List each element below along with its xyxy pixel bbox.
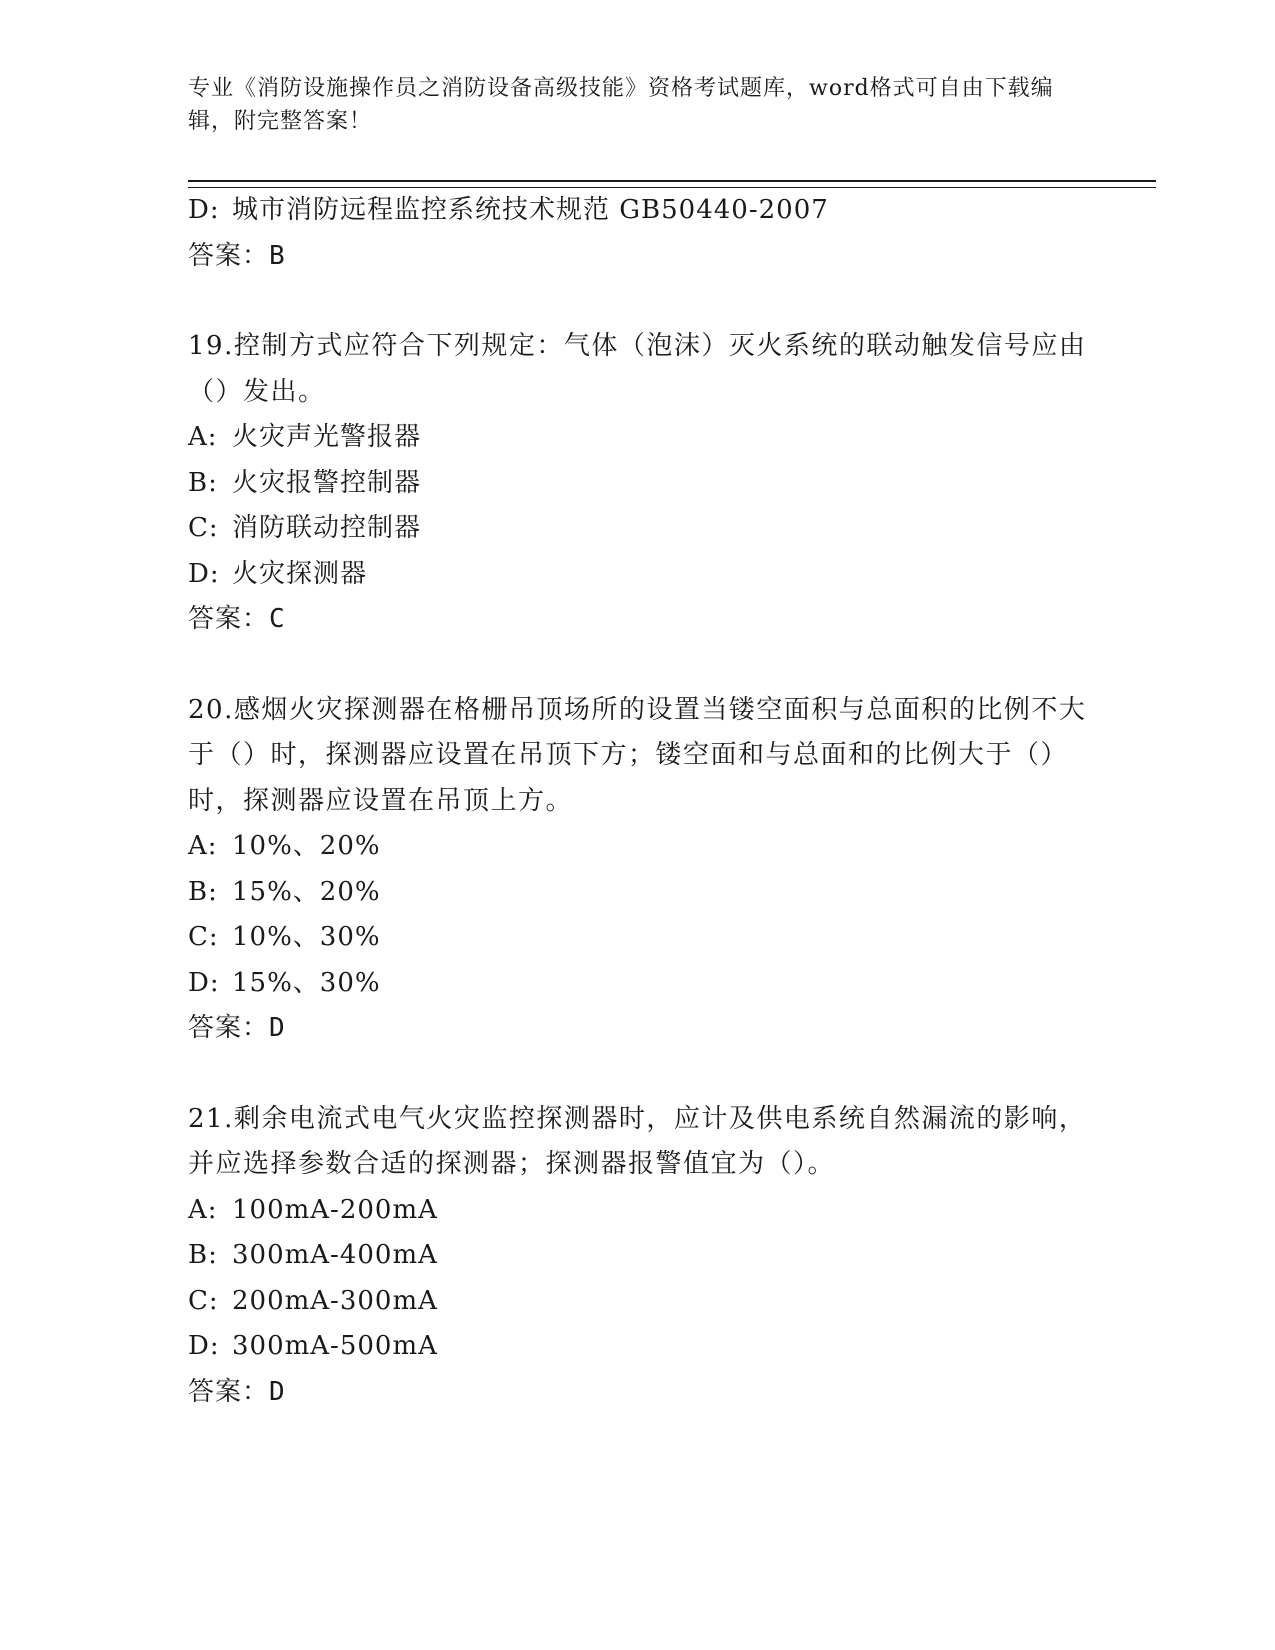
option-letter: A:	[188, 422, 218, 452]
answer-value: B	[269, 240, 286, 271]
option-a	[188, 1188, 1088, 1234]
option-d	[188, 961, 1088, 1007]
question-text: 19.控制方式应符合下列规定：气体（泡沫）灭火系统的联动触发信号应由（）发出。	[188, 331, 1087, 407]
answer-value: C	[269, 604, 286, 634]
option-text: 10%、30%	[232, 922, 381, 952]
option-letter: B:	[188, 1240, 218, 1270]
option-letter: C:	[188, 513, 219, 543]
answer-label: 答案：	[188, 604, 270, 634]
option-text: 300mA-400mA	[232, 1240, 438, 1270]
option-d	[188, 552, 1088, 598]
option-letter: D:	[188, 195, 220, 225]
question-text: 20.感烟火灾探测器在格栅吊顶场所的设置当镂空面积与总面积的比例不大于（）时，探测器应设置在吊顶下方；镂空面和与总面和的比例大于（）时，探测器应设置在吊顶上方。	[188, 694, 1087, 816]
answer-label: 答案：	[188, 240, 270, 271]
option-c	[188, 1279, 1088, 1325]
question-19	[188, 324, 1088, 643]
answer-line	[188, 1370, 1088, 1416]
option-text: 300mA-500mA	[232, 1331, 438, 1361]
answer-line	[188, 1006, 1088, 1052]
option-b	[188, 461, 1088, 507]
option-letter: A:	[188, 831, 218, 861]
option-letter: C:	[188, 1285, 219, 1316]
header-divider	[188, 180, 1156, 188]
option-letter: B:	[188, 876, 218, 907]
answer-line	[188, 597, 1088, 643]
option-d	[188, 188, 1088, 234]
answer-value: D	[269, 1376, 286, 1407]
option-letter: A:	[188, 1194, 218, 1225]
option-a	[188, 415, 1088, 461]
option-text: 100mA-200mA	[232, 1194, 438, 1225]
option-text: 消防联动控制器	[232, 513, 422, 543]
answer-label: 答案：	[188, 1376, 270, 1407]
option-a	[188, 824, 1088, 870]
answer-line	[188, 234, 1088, 280]
option-d	[188, 1324, 1088, 1370]
option-text: 10%、20%	[232, 831, 381, 861]
answer-value: D	[269, 1013, 286, 1043]
option-text: 200mA-300mA	[232, 1285, 438, 1316]
option-b	[188, 1233, 1088, 1279]
option-c	[188, 506, 1088, 552]
option-text: 火灾探测器	[232, 558, 368, 589]
option-letter: C:	[188, 922, 219, 952]
option-text: 火灾报警控制器	[232, 467, 422, 498]
option-c	[188, 915, 1088, 961]
page-header: 专业《消防设施操作员之消防设备高级技能》资格考试题库，word格式可自由下载编辑，附完整答案！	[188, 76, 1054, 134]
option-text: 15%、20%	[232, 876, 381, 907]
option-letter: B:	[188, 467, 218, 498]
question-21	[188, 1097, 1088, 1416]
option-text: 火灾声光警报器	[232, 422, 422, 452]
option-letter: D:	[188, 967, 220, 998]
question-20	[188, 688, 1088, 1052]
option-b	[188, 870, 1088, 916]
option-text: 城市消防远程监控系统技术规范 GB50440-2007	[232, 195, 829, 225]
option-text: 15%、30%	[232, 967, 381, 998]
answer-label: 答案：	[188, 1013, 270, 1043]
option-letter: D:	[188, 558, 220, 589]
document-body	[188, 188, 1088, 1415]
option-letter: D:	[188, 1331, 220, 1361]
question-text: 21.剩余电流式电气火灾监控探测器时，应计及供电系统自然漏流的影响，并应选择参数合适的探测器；探测器报警值宜为（）。	[188, 1103, 1087, 1179]
